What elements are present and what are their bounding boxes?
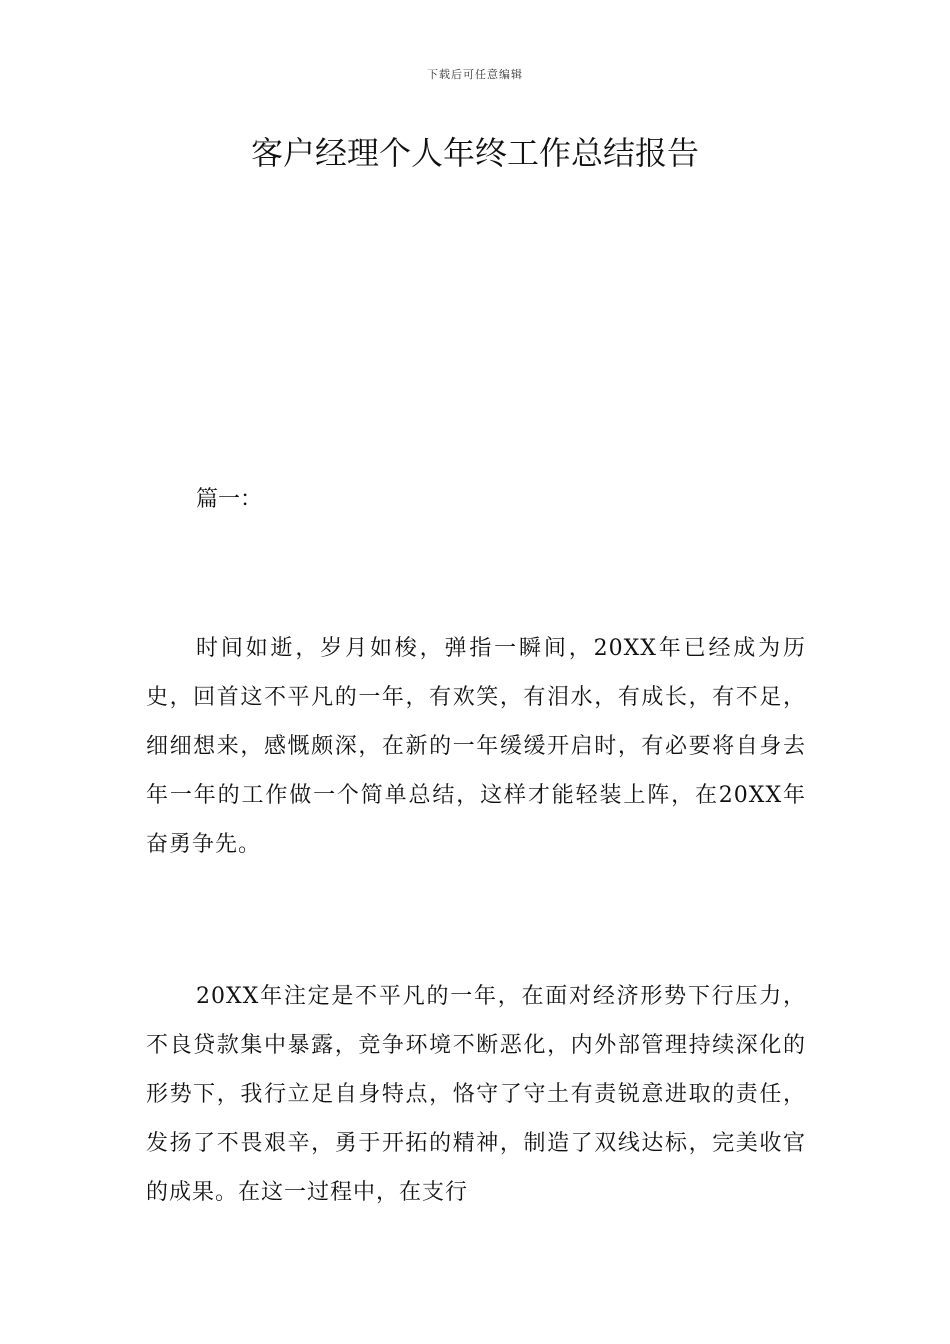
paragraph: 时间如逝，岁月如梭，弹指一瞬间，20XX年已经成为历史，回首这不平凡的一年，有欢笑，有泪水，有成长，有不足，细细想来，感慨颇深，在新的一年缓缓开启时，有必要将自身去年一年的工作做一个简单总结，这样才能轻装上阵，在20XX年奋勇争先。 xyxy=(146,636,806,857)
document-title: 客户经理个人年终工作总结报告 xyxy=(250,134,699,172)
header-note: 下载后可任意编辑 xyxy=(427,68,523,81)
paragraph: 20XX年注定是不平凡的一年，在面对经济形势下行压力，不良贷款集中暴露，竞争环境不断恶化，内外部管理持续深化的形势下，我行立足自身特点，恪守了守土有责锐意进取的责任，发扬了不畏艰辛，勇于开拓的精神，制造了双线达标，完美收官的成果。在这一过程中，在支行 xyxy=(146,984,806,1205)
section-label: 篇一： xyxy=(196,487,263,512)
